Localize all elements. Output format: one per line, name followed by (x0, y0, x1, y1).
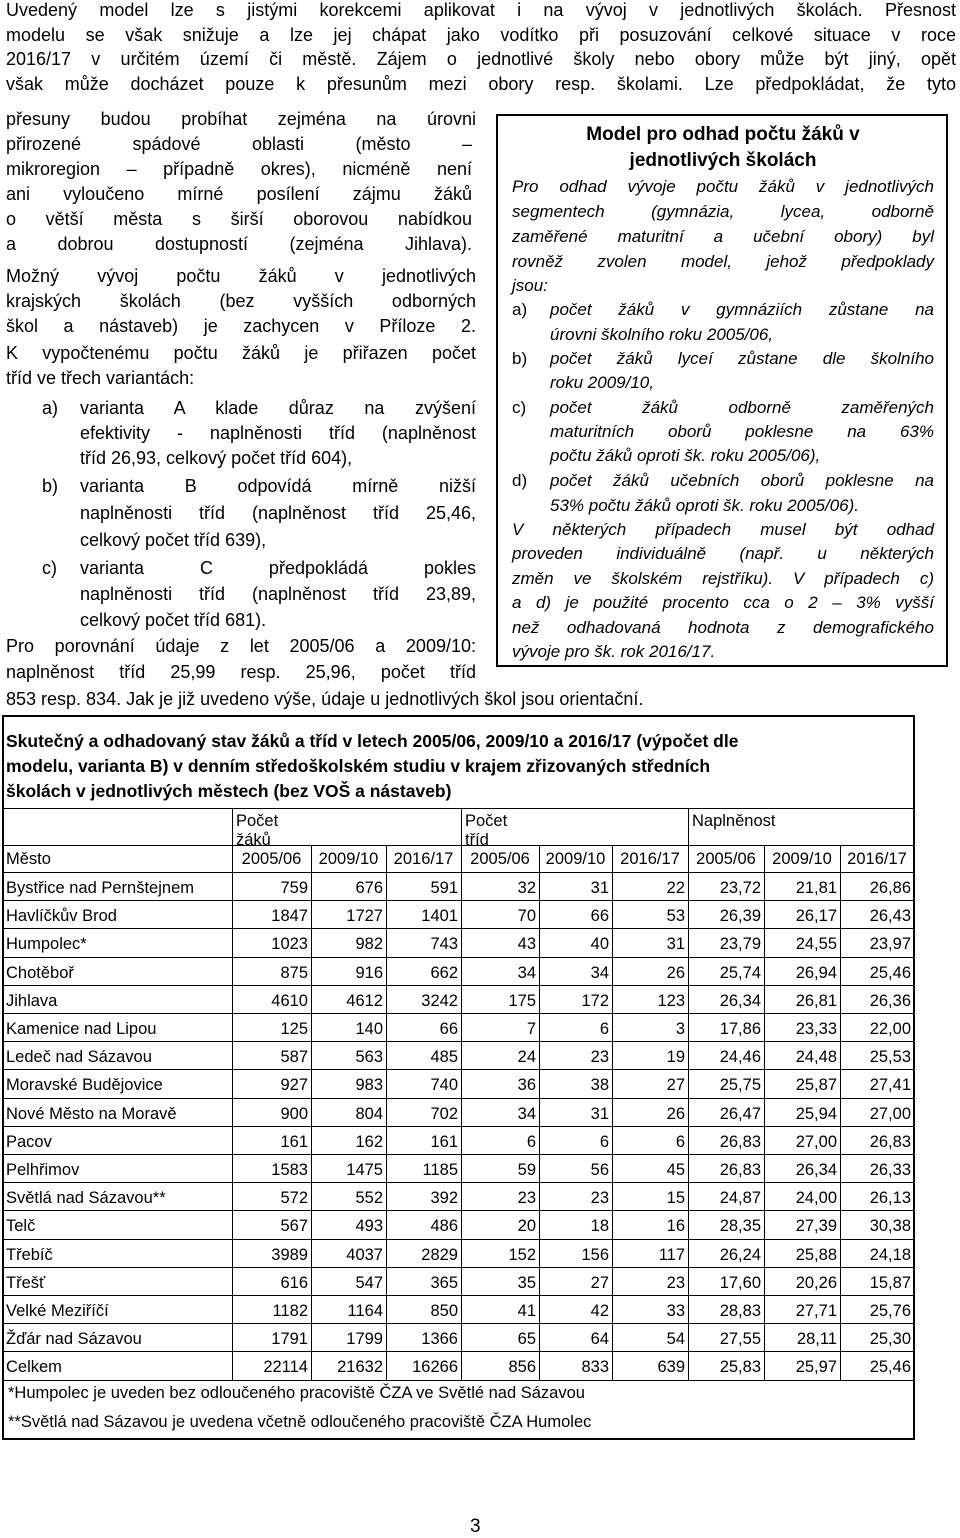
table-cell: 759 (280, 879, 308, 897)
city-name: Moravské Budějovice (6, 1076, 163, 1095)
model-item-label: a) (512, 300, 528, 319)
variant-line: efektivity - naplněnosti tříd (naplněnost (80, 423, 476, 443)
model-box-line: proveden individuálně (např. u některých (512, 544, 934, 563)
table-cell: 22114 (263, 1358, 308, 1377)
group-header: Počet žáků (236, 812, 279, 849)
left-line: a dobrou dostupností (zejména Jihlava). (6, 234, 472, 254)
table-cell: 23,72 (719, 879, 761, 897)
table-cell: 30,38 (869, 1217, 911, 1236)
table-cell: 25,97 (795, 1358, 837, 1377)
table-cell: 16 (666, 1217, 685, 1236)
table-cell: 493 (355, 1217, 383, 1236)
table-cell: 35 (517, 1273, 536, 1292)
table-cell: 3 (675, 1020, 685, 1038)
city-name: Havlíčkův Brod (6, 907, 117, 926)
table-cell: 161 (280, 1132, 308, 1151)
city-name: Kamenice nad Lipou (6, 1020, 157, 1038)
table-rule (4, 985, 914, 986)
table-cell: 26,94 (795, 963, 837, 982)
table-cell: 23 (590, 1048, 609, 1067)
table-cell: 25,76 (869, 1302, 911, 1320)
table-cell: 40 (590, 935, 609, 954)
table-cell: 24,18 (869, 1245, 911, 1264)
table-cell: 927 (280, 1076, 308, 1095)
table-rule (4, 1380, 914, 1381)
caption-line: modelu, varianta B) v denním středoškolském studiu v krajem zřizovaných středních (6, 756, 711, 776)
city-column-header: Město (6, 850, 51, 868)
table-cell: 702 (430, 1104, 458, 1123)
year-header: 2016/17 (393, 850, 454, 868)
table-cell: 26,17 (795, 907, 837, 926)
table-cell: 23,79 (719, 935, 761, 954)
year-header: 2005/06 (241, 850, 302, 868)
group-header: Počet tříd (465, 812, 508, 849)
table-cell: 7 (526, 1020, 536, 1038)
table-cell: 850 (430, 1302, 458, 1320)
model-item-line: maturitních oborů poklesne na 63% (550, 422, 934, 441)
table-caption (6, 729, 738, 804)
table-cell: 31 (666, 935, 685, 954)
city-name: Chotěboř (6, 963, 74, 982)
variant-line: varianta A klade důraz na zvýšení (80, 398, 476, 418)
left-line: krajských školách (bez vyšších odborných (6, 291, 476, 311)
model-box-line: vývoje pro šk. rok 2016/17. (512, 642, 716, 661)
city-name: Světlá nad Sázavou** (6, 1189, 166, 1208)
table-cell: 26 (666, 963, 685, 982)
variant-line: tříd 26,93, celkový počet tříd 604), (80, 448, 353, 468)
table-cell: 23,33 (795, 1020, 837, 1038)
table-cell: 1366 (421, 1330, 458, 1349)
table-cell: 23 (517, 1189, 536, 1208)
table-cell: 26,34 (719, 991, 761, 1010)
model-box-line: než odhadovaná hodnota z demografického (512, 618, 934, 637)
city-name: Celkem (6, 1358, 62, 1377)
left-line: přirozené spádové oblasti (město – (6, 134, 472, 154)
left-line: 853 resp. 834. Jak je již uvedeno výše, údaje u jednotlivých škol jsou orientační. (6, 689, 644, 709)
table-cell: 1023 (271, 935, 308, 954)
table-rule (4, 1069, 914, 1070)
city-name: Humpolec* (6, 935, 87, 954)
table-cell: 1401 (421, 907, 458, 926)
table-rule (4, 1210, 914, 1211)
city-name: Žďár nad Sázavou (6, 1330, 142, 1349)
model-box-line: segmentech (gymnázia, lycea, odborně (512, 202, 934, 221)
model-item-line: počtu žáků oproti šk. roku 2005/06), (550, 446, 821, 465)
table-cell: 26,83 (719, 1132, 761, 1151)
table-cell: 27,71 (795, 1302, 837, 1320)
city-name: Telč (6, 1217, 36, 1236)
table-cell: 24,00 (795, 1189, 837, 1208)
table-cell: 2829 (421, 1245, 458, 1264)
table-cell: 4612 (346, 991, 383, 1010)
table-cell: 27,55 (719, 1330, 761, 1349)
table-rule (4, 845, 914, 846)
left-line: Možný vývoj počtu žáků v jednotlivých (6, 266, 476, 286)
table-cell: 21632 (337, 1358, 383, 1377)
table-cell: 26,36 (869, 991, 911, 1010)
year-header: 2005/06 (696, 850, 756, 868)
table-cell: 42 (590, 1302, 609, 1320)
table-cell: 856 (508, 1358, 536, 1377)
caption-line: školách v jednotlivých městech (bez VOŠ a nástaveb) (6, 781, 452, 801)
left-line: Pro porovnání údaje z let 2005/06 a 2009/10: (6, 636, 476, 656)
table-cell: 26,34 (795, 1161, 837, 1179)
table-cell: 572 (280, 1189, 308, 1208)
table-cell: 26,39 (719, 907, 761, 926)
intro-line: Uvedený model lze s jistými korekcemi aplikovat i na vývoj v jednotlivých školách. Přesnost (6, 0, 956, 20)
table-cell: 25,46 (869, 1358, 911, 1377)
table-cell: 38 (590, 1076, 609, 1095)
table-rule (914, 808, 915, 1380)
table-cell: 27 (590, 1273, 609, 1292)
left-line: o větší města s širší oborovou nabídkou (6, 209, 472, 229)
table-cell: 156 (581, 1245, 609, 1264)
table-cell: 140 (355, 1020, 383, 1038)
year-header: 2009/10 (318, 850, 379, 868)
left-line: mikroregion – případně okres), nicméně není (6, 159, 472, 179)
table-cell: 23 (590, 1189, 609, 1208)
table-cell: 31 (590, 1104, 609, 1123)
table-cell: 26,13 (869, 1189, 911, 1208)
table-cell: 563 (355, 1048, 383, 1067)
table-cell: 17,86 (719, 1020, 761, 1038)
table-cell: 53 (666, 907, 685, 926)
table-cell: 24,46 (719, 1048, 761, 1067)
city-name: Jihlava (6, 991, 58, 1010)
model-box (496, 114, 948, 667)
group-header: Naplněnost (692, 812, 776, 830)
table-cell: 18 (590, 1217, 609, 1236)
left-line: K vypočtenému počtu žáků je přiřazen počet (6, 343, 476, 363)
table-cell: 125 (280, 1020, 308, 1038)
model-box-title: jednotlivých školách (629, 150, 817, 171)
table-cell: 28,11 (796, 1330, 837, 1349)
footnote: **Světlá nad Sázavou je uvedena včetně odloučeného pracoviště ČZA Humolec (8, 1413, 592, 1431)
table-cell: 19 (666, 1048, 685, 1067)
table-cell: 24,87 (719, 1189, 761, 1208)
table-cell: 552 (355, 1189, 383, 1208)
table-cell: 24 (517, 1048, 536, 1067)
table-cell: 4610 (271, 991, 308, 1010)
table-cell: 982 (355, 935, 383, 954)
table-cell: 365 (430, 1273, 458, 1292)
table-cell: 6 (599, 1020, 609, 1038)
table-cell: 65 (517, 1330, 536, 1349)
table-cell: 36 (517, 1076, 536, 1095)
table-cell: 161 (430, 1132, 458, 1151)
table-cell: 1799 (346, 1330, 383, 1349)
table-rule (4, 1013, 914, 1014)
table-cell: 1164 (347, 1302, 383, 1320)
intro-line: 2016/17 v určitém území či městě. Zájem o jednotlivé školy nebo obory může být jiný, opět (6, 49, 956, 69)
table-cell: 1727 (346, 907, 383, 926)
city-name: Velké Meziříčí (6, 1302, 109, 1320)
table-cell: 27,41 (869, 1076, 911, 1095)
table-cell: 587 (280, 1048, 308, 1067)
caption-line: Skutečný a odhadovaný stav žáků a tříd v letech 2005/06, 2009/10 a 2016/17 (výpočet dle (6, 731, 739, 751)
table-cell: 31 (590, 879, 609, 897)
left-line: ani vyloučeno mírné posílení zájmu žáků (6, 184, 472, 204)
table-cell: 152 (508, 1245, 536, 1264)
table-rule (4, 872, 914, 873)
year-header: 2009/10 (772, 850, 832, 868)
table-rule (4, 1098, 914, 1099)
table-cell: 24,48 (795, 1048, 837, 1067)
table-cell: 70 (517, 907, 536, 926)
model-item-line: počet žáků odborně zaměřených (550, 398, 934, 417)
table-cell: 6 (526, 1132, 536, 1151)
city-name: Ledeč nad Sázavou (6, 1048, 152, 1067)
table-cell: 591 (430, 879, 458, 897)
city-name: Nové Město na Moravě (6, 1104, 177, 1123)
model-item-line: roku 2009/10, (550, 373, 654, 392)
table-cell: 1182 (272, 1302, 308, 1320)
table-cell: 17,60 (719, 1273, 761, 1292)
table-cell: 123 (657, 991, 685, 1010)
table-cell: 33 (666, 1302, 685, 1320)
model-item-line: 53% počtu žáků oproti šk. roku 2005/06). (550, 496, 860, 515)
variant-line: celkový počet tříd 681). (80, 610, 267, 630)
table-cell: 26,33 (869, 1161, 911, 1179)
left-line: tříd ve třech variantách: (6, 368, 195, 388)
model-box-line: zaměřené maturitní a učební obory) byl (512, 227, 934, 246)
model-box-line: Pro odhad vývoje počtu žáků v jednotlivých (512, 177, 934, 196)
table-rule (4, 900, 914, 901)
table-rule (4, 1041, 914, 1042)
left-line: naplněnost tříd 25,99 resp. 25,96, počet tříd (6, 662, 476, 682)
variant-label: b) (42, 476, 59, 496)
table-rule (4, 808, 914, 809)
table-cell: 1475 (346, 1161, 383, 1179)
table-cell: 20 (517, 1217, 536, 1236)
table-rule (4, 928, 914, 929)
model-box-line: a d) je použité procento cca o 2 – 3% vyšší (512, 593, 934, 612)
table-cell: 25,88 (795, 1245, 837, 1264)
table-cell: 6 (675, 1132, 685, 1151)
table-rule (4, 1267, 914, 1268)
table-cell: 25,75 (719, 1076, 761, 1095)
table-cell: 16266 (412, 1358, 458, 1377)
table-cell: 485 (430, 1048, 458, 1067)
table-cell: 1791 (271, 1330, 308, 1349)
model-item-line: úrovni školního roku 2005/06, (550, 325, 774, 344)
city-name: Třešť (6, 1273, 46, 1292)
table-cell: 34 (517, 963, 536, 982)
table-cell: 23,97 (869, 935, 911, 954)
table-cell: 34 (517, 1104, 536, 1123)
table-cell: 547 (355, 1273, 383, 1292)
table-rule (4, 1154, 914, 1155)
table-cell: 983 (355, 1076, 383, 1095)
table-cell: 25,30 (869, 1330, 911, 1349)
table-cell: 616 (280, 1273, 308, 1292)
model-item-line: počet žáků v gymnáziích zůstane na (550, 300, 934, 319)
table-cell: 23 (666, 1273, 685, 1292)
city-name: Pacov (6, 1132, 52, 1151)
table-cell: 6 (599, 1132, 609, 1151)
city-name: Bystřice nad Pernštejnem (6, 879, 195, 897)
variant-line: celkový počet tříd 639), (80, 530, 267, 550)
table-rule (4, 1182, 914, 1183)
variant-line: naplněnosti tříd (naplněnost tříd 25,46, (80, 503, 476, 523)
table-rule (4, 1126, 914, 1127)
table-rule (4, 1323, 914, 1324)
table-rule (4, 1239, 914, 1240)
table-cell: 1583 (271, 1161, 308, 1179)
table-rule (4, 1351, 914, 1352)
intro-line: však může docházet pouze k přesunům mezi obory resp. školami. Lze předpokládat, že tyto (6, 74, 956, 94)
table-cell: 20,26 (795, 1273, 837, 1292)
model-box-line: V některých případech musel být odhad (512, 520, 934, 539)
table-cell: 26 (666, 1104, 685, 1123)
table-cell: 26,81 (795, 991, 837, 1010)
model-box-line: rovněž zvolen model, jehož předpoklady (512, 252, 934, 271)
variant-line: varianta B odpovídá mírně nižší (80, 476, 476, 496)
table-cell: 3989 (271, 1245, 308, 1264)
model-item-label: b) (512, 349, 528, 368)
table-cell: 59 (517, 1161, 536, 1179)
table-cell: 743 (430, 935, 458, 954)
model-item-label: c) (512, 398, 527, 417)
table-cell: 3242 (421, 991, 458, 1010)
table-cell: 27,39 (795, 1217, 837, 1236)
table-cell: 639 (657, 1358, 685, 1377)
table-cell: 26,86 (869, 879, 911, 897)
table-cell: 25,46 (869, 963, 911, 982)
table-cell: 875 (280, 963, 308, 982)
model-item-line: počet žáků učebních oborů poklesne na (550, 471, 934, 490)
table-cell: 22,00 (869, 1020, 911, 1038)
table-cell: 392 (430, 1189, 458, 1208)
table-cell: 25,74 (719, 963, 761, 982)
students-table (2, 715, 915, 1440)
table-cell: 32 (517, 879, 536, 897)
table-cell: 1185 (422, 1161, 458, 1179)
table-cell: 25,53 (869, 1048, 911, 1067)
table-cell: 45 (666, 1161, 685, 1179)
year-header: 2009/10 (545, 850, 606, 868)
footnote: *Humpolec je uveden bez odloučeného pracoviště ČZA ve Světlé nad Sázavou (8, 1384, 585, 1402)
table-cell: 22 (666, 879, 685, 897)
table-cell: 833 (581, 1358, 609, 1377)
model-box-title: Model pro odhad počtu žáků v (586, 124, 860, 145)
table-cell: 24,55 (795, 935, 837, 954)
model-box-line: jsou: (512, 276, 548, 295)
page-number: 3 (470, 1516, 481, 1537)
table-cell: 27 (666, 1076, 685, 1095)
table-cell: 34 (590, 963, 609, 982)
table-cell: 162 (355, 1132, 383, 1151)
table-cell: 4037 (346, 1245, 383, 1264)
table-cell: 916 (355, 963, 383, 982)
intro-line: modelu se však snižuje a lze jej chápat jako vodítko při posuzování celkové situace v roce (6, 25, 956, 45)
table-cell: 43 (517, 935, 536, 954)
table-cell: 676 (355, 879, 383, 897)
city-name: Pelhřimov (6, 1161, 80, 1179)
table-cell: 64 (590, 1330, 609, 1349)
year-header: 2016/17 (620, 850, 680, 868)
table-cell: 27,00 (869, 1104, 911, 1123)
table-cell: 66 (439, 1020, 458, 1038)
table-cell: 740 (430, 1076, 458, 1095)
left-line: přesuny budou probíhat zejména na úrovni (6, 109, 476, 129)
table-cell: 662 (430, 963, 458, 982)
table-cell: 25,83 (719, 1358, 761, 1377)
table-cell: 15,87 (869, 1273, 911, 1292)
table-cell: 26,43 (869, 907, 911, 926)
year-header: 2016/17 (847, 850, 907, 868)
table-cell: 26,47 (719, 1104, 761, 1123)
table-cell: 56 (590, 1161, 609, 1179)
table-cell: 1847 (271, 907, 308, 926)
table-cell: 26,83 (869, 1132, 911, 1151)
table-cell: 175 (508, 991, 536, 1010)
year-header: 2005/06 (470, 850, 530, 868)
left-line: škol a nástaveb) je zachycen v Příloze 2. (6, 316, 476, 336)
table-cell: 28,83 (719, 1302, 761, 1320)
variant-line: naplněnosti tříd (naplněnost tříd 23,89, (80, 584, 476, 604)
table-cell: 27,00 (795, 1132, 837, 1151)
table-cell: 26,83 (719, 1161, 761, 1179)
table-cell: 25,94 (795, 1104, 837, 1123)
model-item-label: d) (512, 471, 528, 490)
variant-label: c) (42, 558, 57, 578)
variant-line: varianta C předpokládá pokles (80, 558, 476, 578)
table-cell: 804 (355, 1104, 383, 1123)
table-cell: 66 (590, 907, 609, 926)
table-cell: 28,35 (719, 1217, 761, 1236)
table-cell: 21,81 (795, 879, 837, 897)
city-name: Třebíč (6, 1245, 53, 1264)
table-cell: 486 (430, 1217, 458, 1236)
table-cell: 41 (517, 1302, 536, 1320)
table-cell: 15 (666, 1189, 685, 1208)
table-rule (4, 1295, 914, 1296)
model-box-line: změn ve školském rejstříku). V případech c) (512, 569, 934, 588)
table-cell: 25,87 (795, 1076, 837, 1095)
table-rule (4, 957, 914, 958)
model-item-line: počet žáků lyceí zůstane dle školního (550, 349, 934, 368)
table-cell: 117 (658, 1245, 685, 1264)
table-cell: 900 (280, 1104, 308, 1123)
table-cell: 172 (581, 991, 609, 1010)
table-cell: 54 (666, 1330, 685, 1349)
variant-label: a) (42, 398, 59, 418)
table-cell: 26,24 (719, 1245, 761, 1264)
table-cell: 567 (280, 1217, 308, 1236)
